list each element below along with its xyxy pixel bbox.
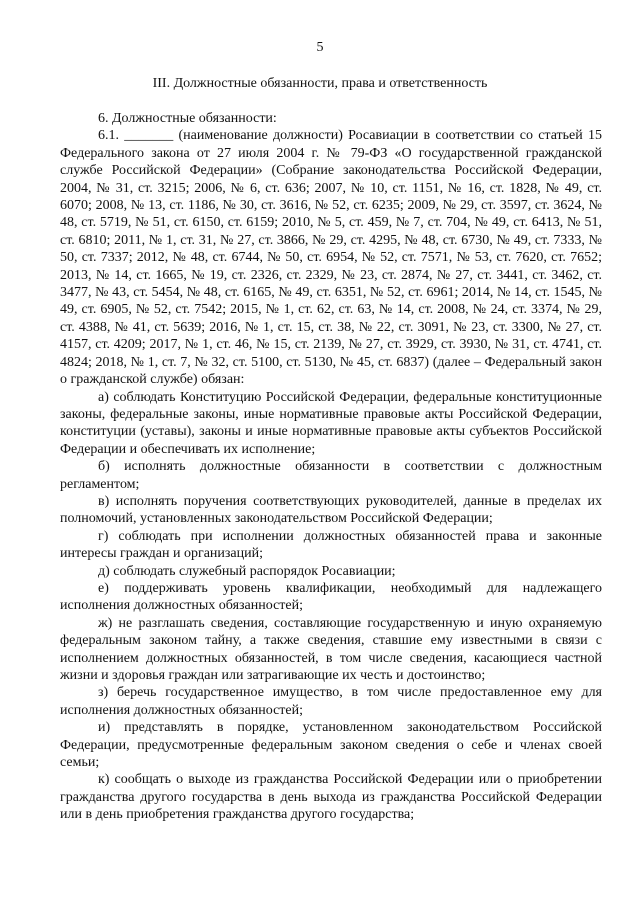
paragraph-item-g: г) соблюдать при исполнении должностных обязанностей права и законные интересы граждан и организаций; — [60, 528, 602, 562]
paragraph-item-z: з) беречь государственное имущество, в том числе предоставленное ему для исполнения должностных обязанностей; — [60, 685, 602, 718]
paragraph-item-k: к) сообщать о выходе из гражданства Российской Федерации или о приобретении гражданства другого государства в день выхода из гражданства Российской Федерации или в день приобретения гражданства другого государства; — [60, 772, 602, 823]
page-number: 5 — [316, 40, 324, 55]
document-body — [60, 110, 602, 824]
paragraph-duties-heading: 6. Должностные обязанности: — [98, 111, 277, 126]
paragraph-item-d: д) соблюдать служебный распорядок Росавиации; — [98, 563, 396, 579]
paragraph-item-e: е) поддерживать уровень квалификации, необходимый для надлежащего исполнения должностных обязанностей; — [60, 580, 602, 614]
section-title: III. Должностные обязанности, права и ответственность — [152, 76, 488, 91]
paragraph-item-i: и) представлять в порядке, установленном законодательством Российской Федерации, предусмотренные федеральным законом сведения о себе и членах своей семьи; — [60, 720, 602, 771]
paragraph-6-1: 6.1. _______ (наименование должности) Росавиации в соответствии со статьей 15 Федерального закона от 27 июля 2004 г. № 79-ФЗ «О государственной гражданской службе Российской Федерации» (Собрание законодательства Российской Федерации, 2004, № 31, ст. 3215; 2006, № 6, ст. 636; 2007, № 10, ст. 1151, № 16, ст. 1828, № 49, ст. 6070; 2008, № 13, ст. 1186, № 30, ст. 3616, № 52, ст. 6235; 2009, № 29, ст. 3597, ст. 3624, № 48, ст. 5719, № 51, ст. 6150, ст. 6159; 2010, № 5, ст. 459, № 7, ст. 704, № 49, ст. 6413, № 51, ст. 6810; 2011, № 1, ст. 31, № 27, ст. 3866, № 29, ст. 4295, № 48, ст. 6730, № 49, ст. 7333, № 50, ст. 7337; 2012, № 48, ст. 6744, № 50, ст. 6954, № 52, ст. 7571, № 53, ст. 7620, ст. 7652; 2013, № 14, ст. 1665, № 19, ст. 2326, ст. 2329, № 23, ст. 2874, № 27, ст. 3441, ст. 3462, ст. 3477, № 43, ст. 5454, № 48, ст. 6165, № 49, ст. 6351, № 52, ст. 6961; 2014, № 14, ст. 1545, № 49, ст. 6905, № 52, ст. 7542; 2015, № 1, ст. 62, ст. 63, № 14, ст. 2008, № 24, ст. 3374, № 29, ст. 4388, № 41, ст. 5639; 2016, № 1, ст. 15, ст. 38, № 22, ст. 3091, № 23, ст. 3300, № 27, ст. 4157, ст. 4209; 2017, № 1, ст. 46, № 15, ст. 2139, № 27, ст. 3929, ст. 3930, № 31, ст. 4741, ст. 4824; 2018, № 1, ст. 7, № 32, ст. 5100, ст. 5130, № 45, ст. 6837) (далее – Федеральный закон о гражданской службе) обязан: — [60, 128, 602, 388]
paragraph-item-a: а) соблюдать Конституцию Российской Федерации, федеральные конституционные законы, федеральные законы, иные нормативные правовые акты Российской Федерации, конституции (уставы), законы и иные нормативные правовые акты субъектов Российской Федерации и обеспечивать их исполнение; — [60, 389, 602, 457]
paragraph-item-v: в) исполнять поручения соответствующих руководителей, данные в пределах их полномочий, установленных законодательством Российской Федерации; — [60, 493, 602, 527]
paragraph-item-b: б) исполнять должностные обязанности в соответствии с должностным регламентом; — [60, 459, 602, 492]
paragraph-item-zh: ж) не разглашать сведения, составляющие государственную и иную охраняемую федеральным законом тайну, а также сведения, ставшие ему известными в связи с исполнением должностных обязанностей, в том числе сведения, касающиеся частной жизни и здоровья граждан или затрагивающие их честь и достоинство; — [60, 615, 602, 683]
